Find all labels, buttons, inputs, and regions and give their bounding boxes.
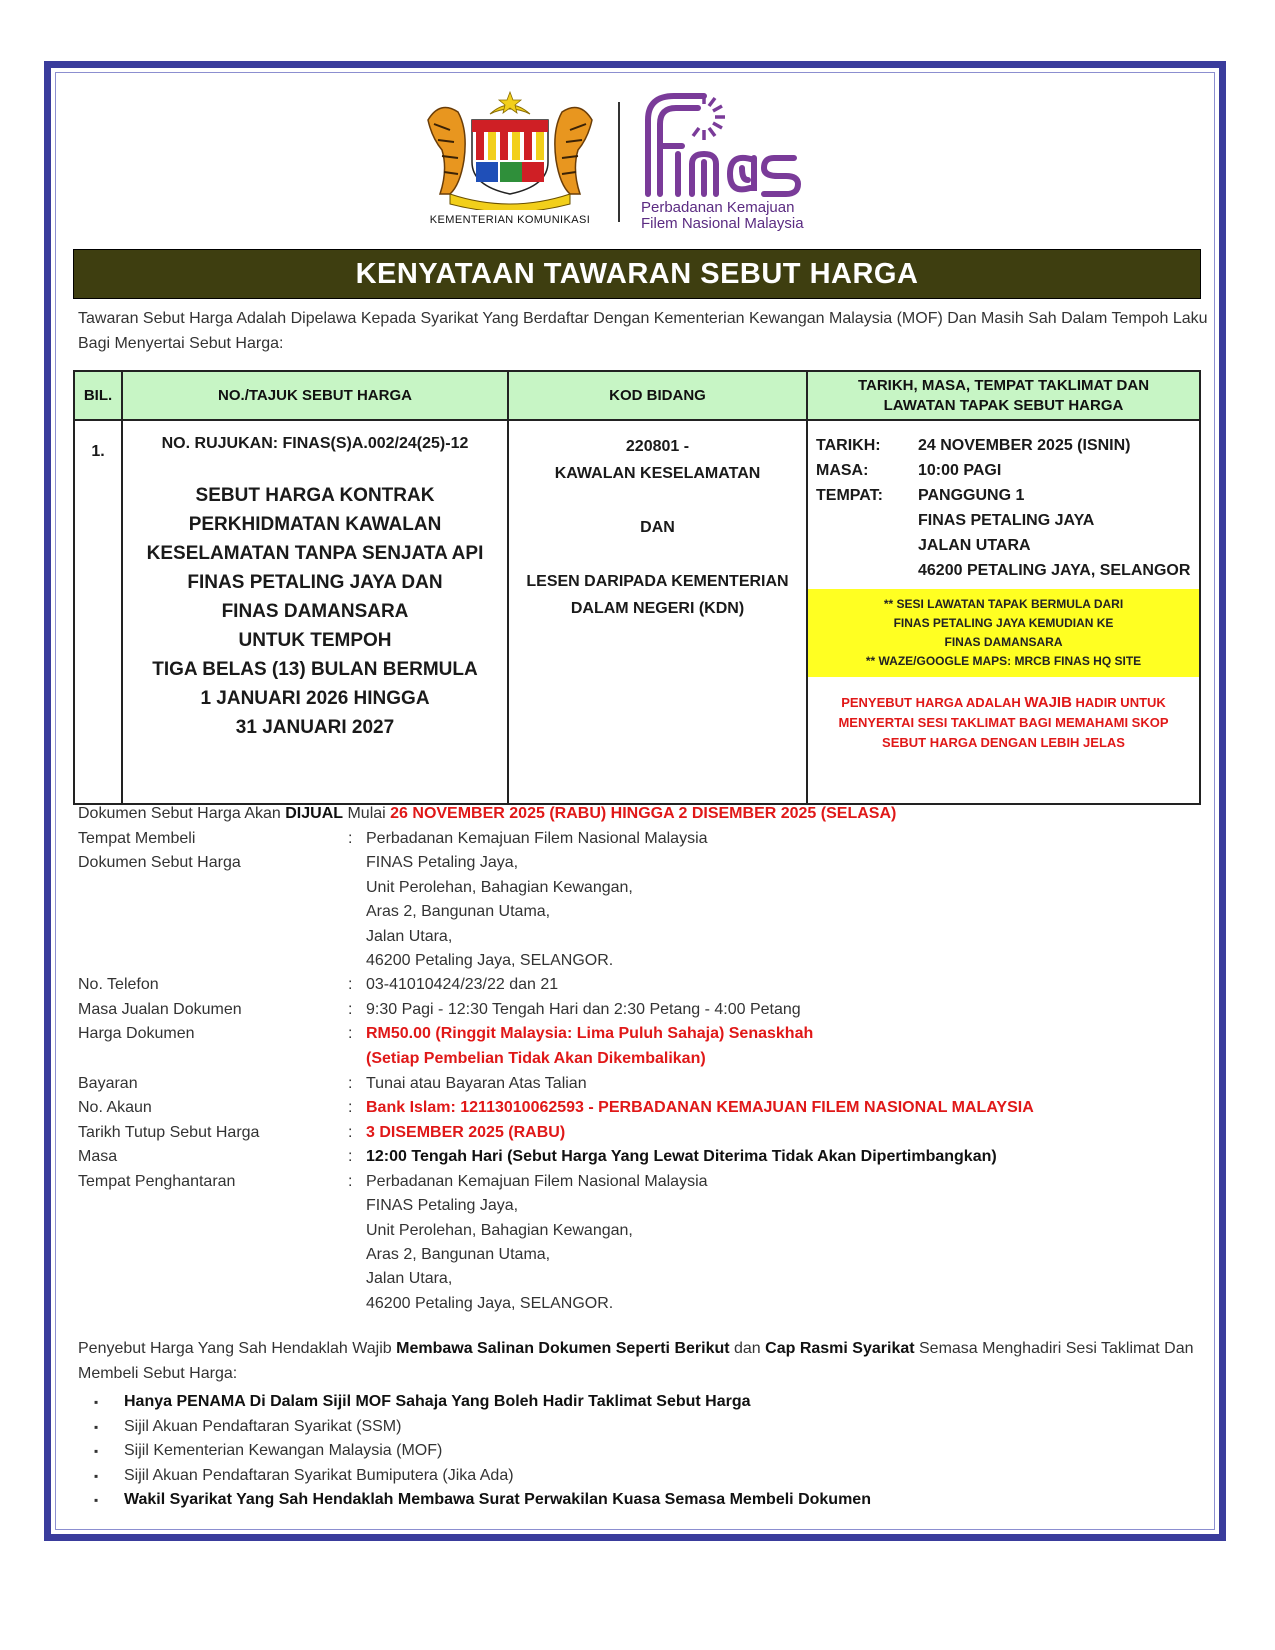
address-line: Unit Perolehan, Bahagian Kewangan, <box>366 1221 633 1239</box>
submission-location-value <box>366 1170 1208 1316</box>
purchase-location-value <box>366 827 1208 973</box>
purchase-location-label-1: Tempat Membeli <box>78 830 196 847</box>
address-line: Perbadanan Kemajuan Filem Nasional Malaysia <box>366 1172 708 1190</box>
closing-time-row <box>78 1145 1208 1169</box>
note-wajib: WAJIB <box>1024 694 1072 711</box>
price-value-1: RM50.00 (Ringgit Malaysia: Lima Puluh Sahaja) Senaskhah <box>366 1025 814 1043</box>
table-row <box>74 420 1200 804</box>
note-line-2: MENYERTAI SESI TAKLIMAT BAGI MEMAHAMI SKOP <box>838 715 1169 730</box>
list-item <box>78 1439 1208 1464</box>
requirement-text: Sijil Akuan Pendaftaran Syarikat (SSM) <box>124 1417 402 1435</box>
taklimat-cell <box>807 420 1200 804</box>
purchase-location-label <box>78 827 348 973</box>
row-number: 1. <box>74 420 122 804</box>
sale-hours-row <box>78 998 1208 1022</box>
sale-prefix: Dokumen Sebut Harga Akan <box>78 805 286 822</box>
requirements <box>78 1336 1208 1513</box>
purchase-location <box>78 827 1208 973</box>
briefing-date <box>816 433 1193 458</box>
phone-value: 03-41010424/23/22 dan 21 <box>366 976 559 994</box>
site-visit-line: ** WAZE/GOOGLE MAPS: MRCB FINAS HQ SITE <box>865 654 1142 668</box>
mandatory-attendance-note <box>808 677 1199 763</box>
colon: : <box>348 830 353 847</box>
note-line-1c: HADIR UNTUK <box>1071 695 1166 710</box>
address-line: 46200 Petaling Jaya, SELANGOR. <box>366 1294 614 1312</box>
site-visit-line: ** SESI LAWATAN TAPAK BERMULA DARI <box>883 597 1124 611</box>
note-line-1a: PENYEBUT HARGA ADALAH <box>841 695 1025 710</box>
bullet-icon: ▪ <box>94 1444 99 1458</box>
account-value: Bank Islam: 12113010062593 - PERBADANAN KEMAJUAN FILEM NASIONAL MALAYSIA <box>366 1099 1034 1117</box>
address-line: 46200 Petaling Jaya, SELANGOR. <box>366 952 614 970</box>
table-header-row <box>74 371 1200 420</box>
price-label: Harga Dokumen <box>78 1025 195 1043</box>
kod-licence-1: LESEN DARIPADA KEMENTERIAN <box>526 573 789 590</box>
briefing-venue-value <box>918 483 1190 583</box>
venue-line: FINAS PETALING JAYA <box>918 512 1095 529</box>
requirements-intro-bold-1: Membawa Salinan Dokumen Seperti Berikut <box>396 1340 730 1357</box>
phone-label: No. Telefon <box>78 976 159 994</box>
bullet-icon: ▪ <box>94 1468 99 1483</box>
colon: : <box>348 1148 353 1166</box>
requirement-text: Sijil Kementerian Kewangan Malaysia (MOF) <box>124 1442 443 1459</box>
bullet-icon: ▪ <box>94 1493 99 1507</box>
sale-period <box>78 802 1208 826</box>
briefing-time-label: MASA: <box>816 462 869 479</box>
tender-title-line: PERKHIDMATAN KAWALAN <box>188 514 442 535</box>
list-item <box>78 1464 1208 1489</box>
venue-line: PANGGUNG 1 <box>918 487 1025 504</box>
kod-licence-2: DALAM NEGERI (KDN) <box>570 600 745 617</box>
submission-location-label: Tempat Penghantaran <box>78 1172 236 1190</box>
requirement-text: Sijil Akuan Pendaftaran Syarikat Bumiputera (Jika Ada) <box>124 1466 514 1484</box>
closing-time-label: Masa <box>78 1148 118 1166</box>
header-taklimat: TARIKH, MASA, TEMPAT TAKLIMAT DAN LAWATAN TAPAK SEBUT HARGA <box>807 371 1200 420</box>
requirements-intro-3: Semasa Menghadiri Sesi Taklimat Dan Membeli Sebut Harga: <box>78 1340 1194 1382</box>
tender-title-line: 31 JANUARI 2027 <box>235 717 395 738</box>
finas-logo <box>638 90 818 200</box>
price-value <box>366 1022 1208 1071</box>
payment-row <box>78 1072 1208 1096</box>
bullet-icon: ▪ <box>94 1395 99 1409</box>
address-line: Unit Perolehan, Bahagian Kewangan, <box>366 878 633 896</box>
venue-line: JALAN UTARA <box>918 537 1031 554</box>
tender-title-line: 1 JANUARI 2026 HINGGA <box>200 688 430 709</box>
header-bil: BIL. <box>74 371 122 420</box>
ministry-caption: KEMENTERIAN KOMUNIKASI <box>429 214 591 226</box>
payment-label: Bayaran <box>78 1075 138 1093</box>
address-line: FINAS Petaling Jaya, <box>366 1197 519 1215</box>
address-line: Jalan Utara, <box>366 1270 453 1288</box>
requirements-intro <box>78 1336 1208 1386</box>
briefing-date-label: TARIKH: <box>816 437 881 454</box>
address-line: Aras 2, Bangunan Utama, <box>366 903 551 921</box>
sale-hours-label: Masa Jualan Dokumen <box>78 1000 242 1018</box>
sale-mid: Mulai <box>343 805 391 822</box>
site-visit-line: FINAS DAMANSARA <box>944 635 1063 649</box>
reference-number: NO. RUJUKAN: FINAS(S)A.002/24(25)-12 <box>161 435 469 452</box>
document-details <box>78 802 1208 1316</box>
colon: : <box>348 1000 353 1018</box>
requirement-text: Hanya PENAMA Di Dalam Sijil MOF Sahaja Yang Boleh Hadir Taklimat Sebut Harga <box>124 1393 751 1410</box>
closing-date-value: 3 DISEMBER 2025 (RABU) <box>366 1123 566 1141</box>
kod-code: 220801 - <box>625 438 690 455</box>
briefing-time-value: 10:00 PAGI <box>918 462 1002 479</box>
requirement-text: Wakil Syarikat Yang Sah Hendaklah Membawa Surat Perwakilan Kuasa Semasa Membeli Dokumen <box>124 1491 871 1508</box>
colon: : <box>348 1075 353 1093</box>
tender-title-line: FINAS PETALING JAYA DAN <box>187 572 443 593</box>
logo-divider <box>618 102 620 222</box>
requirements-intro-bold-2: Cap Rasmi Syarikat <box>765 1340 915 1357</box>
finas-subtitle-line-1: Perbadanan Kemajuan <box>641 199 795 216</box>
tender-title-line: UNTUK TEMPOH <box>238 630 392 651</box>
tender-table <box>73 370 1201 805</box>
purchase-location-label-2: Dokumen Sebut Harga <box>78 854 241 872</box>
account-row <box>78 1096 1208 1120</box>
colon: : <box>348 1099 353 1117</box>
finas-subtitle-line-2: Filem Nasional Malaysia <box>641 215 804 232</box>
requirements-list <box>78 1390 1208 1513</box>
page-title: KENYATAAN TAWARAN SEBUT HARGA <box>355 257 919 290</box>
briefing-venue-label: TEMPAT: <box>816 487 883 504</box>
site-visit-line: FINAS PETALING JAYA KEMUDIAN KE <box>893 616 1114 630</box>
list-item <box>78 1390 1208 1415</box>
kod-and: DAN <box>640 519 675 536</box>
sale-dijual: DIJUAL <box>285 805 344 822</box>
kod-name: KAWALAN KESELAMATAN <box>554 465 761 482</box>
price-value-2: (Setiap Pembelian Tidak Akan Dikembalikan) <box>366 1049 706 1067</box>
account-label: No. Akaun <box>78 1099 152 1117</box>
payment-value: Tunai atau Bayaran Atas Talian <box>366 1075 587 1093</box>
submission-location <box>78 1170 1208 1316</box>
venue-line: 46200 PETALING JAYA, SELANGOR <box>918 562 1191 579</box>
finas-subtitle <box>641 200 804 232</box>
address-line: Aras 2, Bangunan Utama, <box>366 1245 551 1263</box>
list-item <box>78 1415 1208 1440</box>
address-line: Jalan Utara, <box>366 927 453 945</box>
briefing-time <box>816 458 1193 483</box>
briefing-date-value: 24 NOVEMBER 2025 (ISNIN) <box>918 437 1131 454</box>
coat-of-arms-logo <box>420 90 600 210</box>
phone-row <box>78 973 1208 997</box>
price-row <box>78 1022 1208 1071</box>
briefing-venue <box>816 483 1193 583</box>
intro-paragraph: Tawaran Sebut Harga Adalah Dipelawa Kepada Syarikat Yang Berdaftar Dengan Kementerian Kewangan Malaysia (MOF) Dan Masih Sah Dalam Tempoh Laku Bagi Menyertai Sebut Harga: <box>78 310 1208 352</box>
address-line: FINAS Petaling Jaya, <box>366 854 519 872</box>
colon: : <box>348 1025 353 1043</box>
tender-title <box>129 481 501 742</box>
bullet-icon: ▪ <box>94 1419 99 1434</box>
site-visit-note <box>808 589 1199 677</box>
sale-dates: 26 NOVEMBER 2025 (RABU) HINGGA 2 DISEMBER 2025 (SELASA) <box>390 805 897 822</box>
closing-date-row <box>78 1121 1208 1145</box>
tender-title-line: TIGA BELAS (13) BULAN BERMULA <box>152 659 478 680</box>
closing-date-label: Tarikh Tutup Sebut Harga <box>78 1123 260 1141</box>
requirements-intro-2: dan <box>729 1340 766 1357</box>
header-logos <box>0 90 1275 240</box>
address-line: Perbadanan Kemajuan Filem Nasional Malaysia <box>366 830 708 847</box>
requirements-intro-1: Penyebut Harga Yang Sah Hendaklah Wajib <box>78 1340 397 1357</box>
note-line-3: SEBUT HARGA DENGAN LEBIH JELAS <box>882 735 1125 750</box>
colon: : <box>348 1123 353 1141</box>
sale-hours-value: 9:30 Pagi - 12:30 Tengah Hari dan 2:30 Petang - 4:00 Petang <box>366 1000 801 1018</box>
list-item <box>78 1488 1208 1513</box>
kod-bidang-cell <box>508 420 807 804</box>
title-banner <box>73 249 1201 299</box>
header-kod-bidang: KOD BIDANG <box>508 371 807 420</box>
colon: : <box>348 976 353 994</box>
tajuk-cell <box>122 420 508 804</box>
header-tajuk: NO./TAJUK SEBUT HARGA <box>122 371 508 420</box>
tender-title-line: KESELAMATAN TANPA SENJATA API <box>146 543 484 564</box>
tender-title-line: SEBUT HARGA KONTRAK <box>195 485 435 506</box>
closing-time-value: 12:00 Tengah Hari (Sebut Harga Yang Lewat Diterima Tidak Akan Dipertimbangkan) <box>366 1148 997 1166</box>
tender-title-line: FINAS DAMANSARA <box>221 601 409 622</box>
colon: : <box>348 1172 353 1190</box>
